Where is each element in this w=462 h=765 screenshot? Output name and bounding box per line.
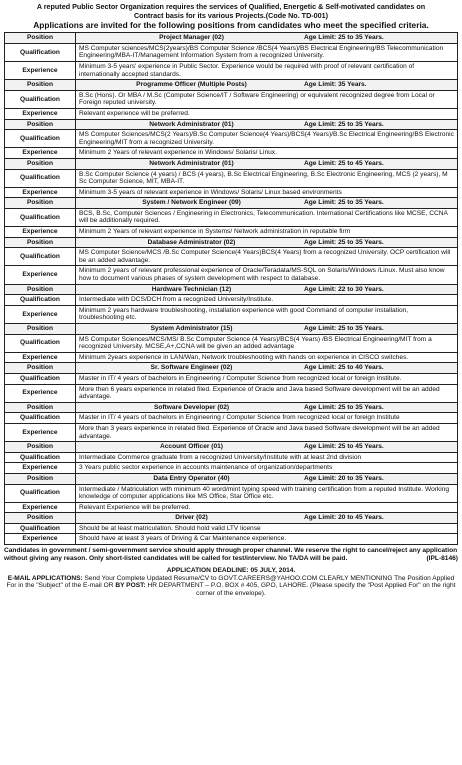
age-limit: Age Limit: 25 to 40 Years.: [304, 364, 384, 372]
position-row: [5, 158, 458, 169]
position-row: [5, 513, 458, 524]
experience-row: [5, 384, 458, 402]
position-row: [5, 324, 458, 335]
position-title: Programme Officer (Multiple Posts): [136, 81, 247, 89]
position-row: [5, 119, 458, 130]
experience-text: Minimum 2years experience in LAN/Wan, Network troubleshooting with hands on experience in CISCO switches.: [76, 352, 458, 363]
age-limit: Age Limit: 25 to 35 Years.: [304, 325, 384, 332]
age-limit: Age Limit: 25 to 35 Years.: [304, 120, 384, 128]
qualification-text: Intermediate / Matriculation with minimum 40 word/mint typing speed with training certification from a reputed Institute. Working knowledge of computer applications like MS Office, Star Office etc.: [76, 484, 458, 502]
experience-text: More then 6 years experience in related filed. Experience of Oracle and Java based Software development will be an added advantage.: [76, 384, 458, 402]
qualification-label: Qualification: [5, 43, 76, 61]
deadline-block: [4, 567, 458, 597]
experience-row: [5, 108, 458, 119]
position-label: Position: [5, 284, 76, 295]
qualification-row: [5, 373, 458, 384]
position-label: Position: [5, 442, 76, 453]
experience-text: Minimum 3-5 years of relevant experience in Windows/ Solaris/ Linux based environments: [76, 187, 458, 198]
experience-row: [5, 463, 458, 474]
position-row: [5, 198, 458, 209]
qualification-row: [5, 43, 458, 61]
age-limit: Age Limit: 25 to 45 Years.: [304, 443, 384, 451]
experience-row: [5, 187, 458, 198]
qualification-label: Qualification: [5, 334, 76, 352]
qualification-text: Master in IT/ 4 years of bachelors in Engineering / Computer Science from recognized local or foreign Institute.: [76, 373, 458, 384]
age-limit: Age Limit: 25 to 35 Years.: [304, 199, 384, 207]
position-row: [5, 284, 458, 295]
age-limit: Age Limit: 25 to 35 Years.: [304, 34, 384, 42]
experience-label: Experience: [5, 502, 76, 513]
email-lead: E-MAIL APPLICATIONS:: [7, 574, 83, 582]
position-title: Network Administrator (01): [149, 120, 234, 128]
job-advertisement: [4, 0, 458, 598]
qualification-label: Qualification: [5, 523, 76, 534]
position-cell: [76, 324, 458, 335]
position-title: Data Entry Operator (40): [153, 474, 230, 482]
qualification-row: [5, 484, 458, 502]
experience-row: [5, 266, 458, 284]
position-cell: [76, 33, 458, 44]
position-label: Position: [5, 324, 76, 335]
qualification-text: MS Computer Sciences/MCS(2 Years)/B.Sc Computer Science(4 Years)/BCS(4 Years)/B.Sc Electrical Engineering/BS Electronic Engineering/MIT from a recognized University.: [76, 130, 458, 148]
header-line-1: A reputed Public Sector Organization requires the services of Qualified, Energetic & Self-motivated candidates on: [36, 2, 426, 11]
experience-label: Experience: [5, 305, 76, 323]
qualification-label: Qualification: [5, 295, 76, 306]
qualification-row: [5, 452, 458, 463]
experience-row: [5, 352, 458, 363]
qualification-text: MS Computer Science/MCS /B.Sc Computer Science(4 Years)BCS(4 Years) from a recognized University. OCP certification will be an added advantage.: [76, 248, 458, 266]
experience-text: 3 Years public sector experience in accounts maintenance of organization/departments: [76, 463, 458, 474]
post-text: HR DEPARTMENT – P.O. BOX # 405, GPO, LAHORE. (Please specify the "Post Applied For" on the right corner of the envelope).: [147, 582, 456, 598]
qualification-label: Qualification: [5, 169, 76, 187]
experience-text: Minimum 2 years of relevant professional experience of Oracle/Teradata/MS-SQL on Solaris/Windows /Linux. Must also know how to document various phases of system development with respect to database.: [76, 266, 458, 284]
age-limit: Age Limit: 20 to 45 Years.: [304, 514, 384, 522]
age-limit: Age Limit: 35 Years.: [304, 81, 367, 89]
position-cell: [76, 473, 458, 484]
qualification-text: Master in IT/ 4 years of bachelors in Engineering / Computer Science from recognized local or foreign Institute: [76, 413, 458, 424]
position-cell: [76, 237, 458, 248]
position-row: [5, 237, 458, 248]
position-row: [5, 442, 458, 453]
position-label: Position: [5, 198, 76, 209]
experience-row: [5, 305, 458, 323]
qualification-label: Qualification: [5, 248, 76, 266]
qualification-row: [5, 523, 458, 534]
position-cell: [76, 513, 458, 524]
experience-text: Minimum 2 Years of relevant experience in Systems/ Network administration in reputable firm: [76, 227, 458, 238]
position-title: Driver (02): [175, 514, 208, 522]
qualification-row: [5, 334, 458, 352]
experience-label: Experience: [5, 108, 76, 119]
qualification-text: Intermediate with DCS/DCH from a recognized University/Institute.: [76, 295, 458, 306]
position-label: Position: [5, 473, 76, 484]
experience-text: Minimum 2 years hardware troubleshooting, installation experience with good Command of computer installation, troubleshooting etc.: [76, 305, 458, 323]
position-label: Position: [5, 513, 76, 524]
ad-header: [4, 3, 458, 30]
experience-text: Relevant experience will be preferred.: [76, 108, 458, 119]
experience-label: Experience: [5, 266, 76, 284]
position-row: [5, 402, 458, 413]
position-title: Software Developer (02): [153, 403, 230, 411]
header-line-2: Contract basis for its various Projects.(Code No. TD-001): [133, 10, 329, 20]
position-label: Position: [5, 119, 76, 130]
position-cell: [76, 442, 458, 453]
qualification-label: Qualification: [5, 452, 76, 463]
qualification-label: Qualification: [5, 208, 76, 226]
position-label: Position: [5, 237, 76, 248]
position-title: Sr. Software Engineer (02): [150, 364, 233, 372]
qualification-row: [5, 208, 458, 226]
qualification-label: Qualification: [5, 484, 76, 502]
position-cell: [76, 363, 458, 374]
age-limit: Age Limit: 25 to 35 Years.: [304, 238, 384, 246]
position-cell: [76, 158, 458, 169]
experience-row: [5, 502, 458, 513]
qualification-text: Should be at least matriculation. Should hold valid LTV license: [76, 523, 458, 534]
experience-label: Experience: [5, 148, 76, 159]
experience-label: Experience: [5, 61, 76, 79]
position-label: Position: [5, 33, 76, 44]
footer-note: [4, 547, 458, 562]
qualification-text: MS Computer sciences/MCS(2years)/BS Computer Science /BCS(4 Years)/BS Electrical Engineering/BS Telecommunication Engineering/MBA-IT/Management Information System from a recognized University.: [76, 43, 458, 61]
position-row: [5, 80, 458, 91]
position-title: Hardware Technician (12): [151, 285, 232, 293]
experience-row: [5, 227, 458, 238]
qualification-row: [5, 90, 458, 108]
qualification-label: Qualification: [5, 413, 76, 424]
position-title: System Administrator (15): [150, 325, 233, 332]
experience-label: Experience: [5, 352, 76, 363]
experience-row: [5, 148, 458, 159]
position-title: System / Network Engineer (09): [142, 199, 241, 207]
experience-label: Experience: [5, 463, 76, 474]
position-label: Position: [5, 158, 76, 169]
positions-table: [4, 32, 458, 545]
position-cell: [76, 284, 458, 295]
position-cell: [76, 198, 458, 209]
position-label: Position: [5, 402, 76, 413]
post-lead: BY POST:: [115, 582, 146, 590]
experience-row: [5, 61, 458, 79]
qualification-text: Intermediate Commerce graduate from a recognized University/Institute with at least 2nd division: [76, 452, 458, 463]
experience-text: Minimum 2 Years of relevant experience in Windows/ Solaris/ Linux.: [76, 148, 458, 159]
experience-text: Should have at least 3 years of Driving & Car Maintenance experience.: [76, 534, 458, 545]
qualification-text: B.Sc (Hons). Or MBA / M.Sc (Computer Science/IT / Software Engineering) or equivalent recognized degree from Local or Foreign reputed university.: [76, 90, 458, 108]
position-row: [5, 473, 458, 484]
experience-row: [5, 423, 458, 441]
age-limit: Age Limit: 25 to 45 Years.: [304, 159, 384, 167]
qualification-row: [5, 248, 458, 266]
experience-text: Minimum 3-5 years' experience in Public Sector. Experience would be required with proof of relevant certification of internationally accepted standards.: [76, 61, 458, 79]
position-title: Database Administrator (02): [147, 238, 236, 246]
experience-text: Relevant Experience will be preferred.: [76, 502, 458, 513]
position-label: Position: [5, 80, 76, 91]
experience-row: [5, 534, 458, 545]
qualification-row: [5, 169, 458, 187]
experience-label: Experience: [5, 423, 76, 441]
position-title: Network Administrator (01): [149, 159, 234, 167]
position-cell: [76, 402, 458, 413]
qualification-row: [5, 413, 458, 424]
email-text: Send Your Complete Updated Resume/CV to GOVT.CAREERS@YAHOO.COM CLEARLY MENTIONING The Position Applied For in the "Subject" of the E-mail OR: [6, 574, 455, 590]
qualification-label: Qualification: [5, 373, 76, 384]
experience-label: Experience: [5, 534, 76, 545]
age-limit: Age Limit: 25 to 35 Years.: [304, 403, 384, 411]
qualification-row: [5, 295, 458, 306]
qualification-text: BCS, B.Sc, Computer Sciences / Engineering in Electronics, Telecommunication. International Certifications like MCSE, CCNA will be additionally required.: [76, 208, 458, 226]
qualification-label: Qualification: [5, 90, 76, 108]
ad-code: (IPL-8146): [426, 554, 458, 562]
age-limit: Age Limit: 22 to 30 Years.: [304, 285, 384, 293]
experience-label: Experience: [5, 384, 76, 402]
experience-text: More than 3 years experience in related filed. Experience of Oracle and Java based Software development will be an added advantage.: [76, 423, 458, 441]
header-line-3: Applications are invited for the following positions from candidates who meet the specified criteria.: [33, 20, 429, 31]
position-row: [5, 33, 458, 44]
position-title: Project Manager (02): [159, 34, 224, 42]
experience-label: Experience: [5, 227, 76, 238]
age-limit: Age Limit: 20 to 35 Years.: [304, 474, 384, 482]
qualification-row: [5, 130, 458, 148]
qualification-label: Qualification: [5, 130, 76, 148]
position-title: Account Officer (01): [159, 443, 224, 451]
footer-note-text: Candidates in government / semi-government service should apply through proper channel. We reserve the right to cancel/reject any application without giving any reason. Only short-listed candidates will be called for test/interview. No TA/DA will be paid.: [4, 547, 458, 562]
experience-label: Experience: [5, 187, 76, 198]
deadline-title: APPLICATION DEADLINE: 05 JULY, 2014.: [166, 567, 296, 575]
position-label: Position: [5, 363, 76, 374]
qualification-text: B.Sc Computer Science (4 years) / BCS (4 years), B.Sc Electrical Engineering, B.Sc Electronic Engineering, MCS (2 years), M Sc Computer Science, MIT, MBA-IT.: [76, 169, 458, 187]
position-cell: [76, 80, 458, 91]
position-row: [5, 363, 458, 374]
position-cell: [76, 119, 458, 130]
qualification-text: MS Computer Sciences/MCS/MS/ B.Sc Computer Science (4 Years)/BCS(4 Years) /BS Electrical Engineering/MIT from a recognized University. MCSE,A+,CCNA will be given an added advantage: [76, 334, 458, 352]
